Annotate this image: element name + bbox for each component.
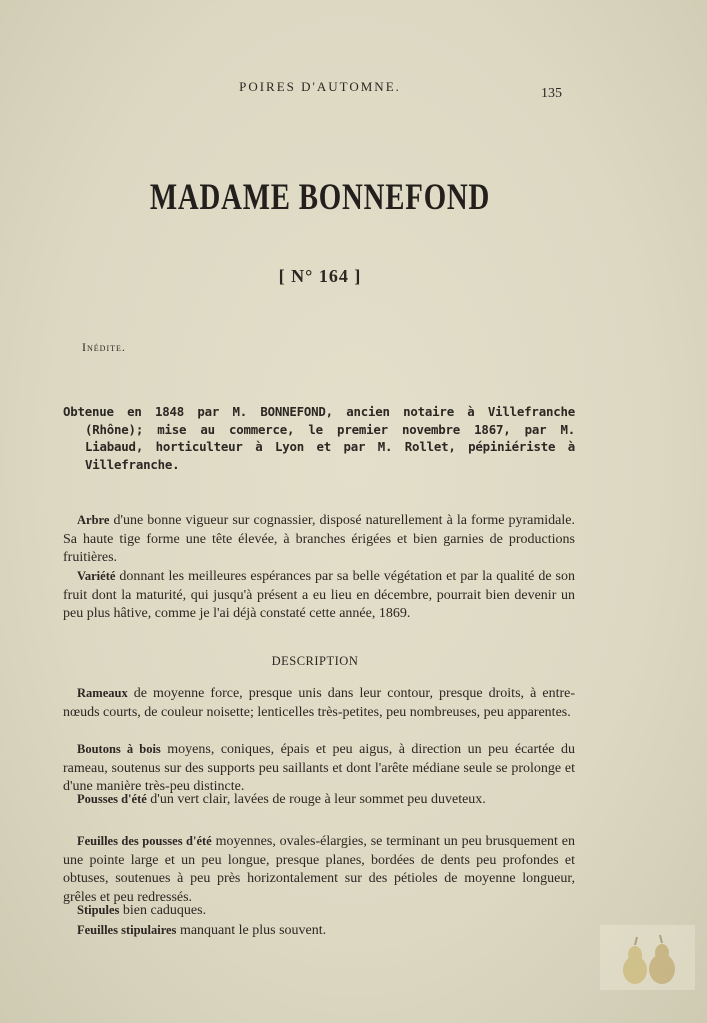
paragraph-text: d'un vert clair, lavées de rouge à leur sommet peu duveteux. bbox=[146, 792, 486, 807]
lead-term: Feuilles des pousses d'été bbox=[77, 834, 212, 848]
lead-term: Variété bbox=[77, 569, 116, 583]
lead-term: Stipules bbox=[77, 903, 120, 917]
lead-term: Rameaux bbox=[77, 686, 128, 700]
lead-term: Pousses d'été bbox=[77, 792, 147, 806]
paragraph-stipules bbox=[63, 901, 575, 921]
paragraph-arbre bbox=[63, 511, 575, 568]
paragraph-pousses bbox=[63, 790, 575, 810]
lead-term: Feuilles stipulaires bbox=[77, 923, 177, 937]
lead-term: Arbre bbox=[77, 513, 110, 527]
status-label: Inédite. bbox=[82, 340, 126, 354]
page-number: 135 bbox=[541, 86, 562, 101]
paragraph-text: bien caduques. bbox=[119, 903, 207, 918]
paragraph-text: moyens, coniques, épais et peu aigus, à direction un peu écartée du rameau, soutenus sur des supports peu saillants et dont l'arête médiane seule se prolonge et d'une manière très-peu distincte. bbox=[63, 742, 575, 794]
paragraph-rameaux bbox=[63, 684, 575, 722]
variety-number: [ N° 164 ] bbox=[278, 266, 362, 286]
paragraph-text: de moyenne force, presque unis dans leur contour, presque droits, à entre-nœuds courts, de couleur noisette; lenticelles très-petites, peu nombreuses, peu apparentes. bbox=[63, 686, 575, 720]
section-heading: DESCRIPTION bbox=[271, 654, 359, 668]
paragraph-text: moyennes, ovales-élargies, se terminant un peu brusquement en une pointe large et un peu longue, presque planes, bordées de dents peu profondes et obtuses, soutenues à peu près horizontalement sur des pétioles de moyenne longueur, grêles et peu redressés. bbox=[63, 834, 575, 905]
running-head: POIRES D'AUTOMNE. bbox=[239, 79, 401, 94]
page-title: MADAME BONNEFOND bbox=[149, 177, 491, 218]
pear-watermark-icon bbox=[600, 925, 695, 990]
paragraph-text: donnant les meilleures espérances par sa belle végétation et par la qualité de son fruit dont la maturité, qui jusqu'à présent a eu lieu en décembre, pourrait bien devenir un peu plus hâtive, comme je l'ai déjà constaté cette année, 1869. bbox=[63, 569, 575, 621]
paragraph-feuilles-stipulaires bbox=[63, 921, 575, 941]
paragraph-text: d'une bonne vigueur sur cognassier, disposé naturellement à la forme pyramidale. Sa haute tige forme une tête élevée, à branches érigées et bien garnies de productions fruitières. bbox=[63, 513, 575, 565]
paragraph-feuilles bbox=[63, 832, 575, 907]
paragraph-text: manquant le plus souvent. bbox=[176, 923, 327, 938]
paragraph-variete bbox=[63, 567, 575, 624]
paragraph-boutons bbox=[63, 740, 575, 797]
lead-term: Boutons à bois bbox=[77, 742, 161, 756]
origin-paragraph: Obtenue en 1848 par M. BONNEFOND, ancien notaire à Villefranche (Rhône); mise au commerce, le premier novembre 1867, par M. Liabaud, horticulteur à Lyon et par M. Rollet, pépiniériste à Villefranche. bbox=[63, 404, 575, 472]
